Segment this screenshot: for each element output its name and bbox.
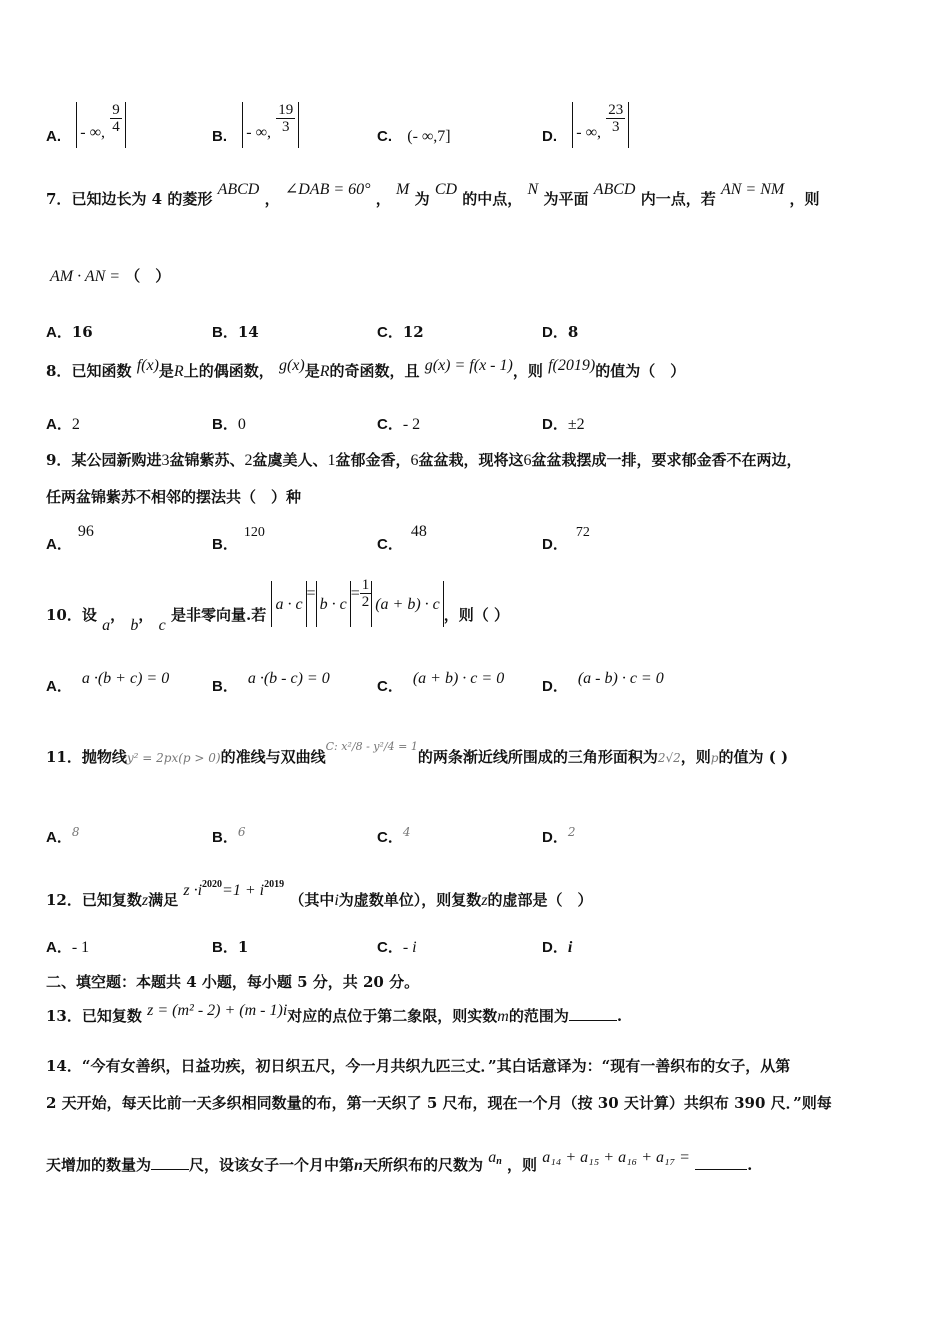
q10-option-b bbox=[212, 667, 330, 695]
question-text: 的两条渐近线所围成的三角形面积为 bbox=[417, 748, 658, 766]
option-label: A． bbox=[46, 416, 72, 433]
option-value: (a + b) · c = 0 bbox=[412, 670, 505, 687]
q6-option-a bbox=[46, 102, 126, 148]
question-text: 是非零向量.若 bbox=[170, 605, 267, 624]
question-text: 已知边长为 4 的菱形 bbox=[71, 190, 213, 208]
question-text: . bbox=[616, 1007, 623, 1025]
q10-option-a bbox=[46, 667, 170, 695]
option-value: 2 bbox=[567, 825, 576, 839]
option-value: 1 bbox=[237, 938, 249, 956]
math-expr: N bbox=[527, 181, 539, 198]
math-expr: R bbox=[319, 363, 330, 380]
question-text: 已知复数 bbox=[81, 1007, 142, 1025]
q10-option-d bbox=[542, 667, 664, 695]
question-number: 9． bbox=[46, 451, 72, 469]
option-value: - 2 bbox=[402, 416, 421, 433]
question-text: “今有女善织，日益功疾，初日织五尺，今一月共织九匹三丈．”其白话意译为：“现有一善织布的女子，从第 bbox=[81, 1057, 791, 1075]
option-label: C． bbox=[377, 829, 403, 846]
subscript: n bbox=[496, 1156, 502, 1167]
q9-option-a bbox=[46, 520, 94, 553]
math-number: 6 bbox=[523, 452, 532, 469]
answer-paren: （ ） bbox=[125, 267, 171, 285]
question-text: 为 bbox=[414, 190, 430, 208]
question-7: 7．已知边长为 4 的菱形 ABCD ， ∠DAB = 60° ， M 为 CD 的中点， N 为平面 ABCD 内一点，若 AN = NM ，则 bbox=[46, 181, 820, 208]
q9-option-b bbox=[212, 520, 265, 553]
math-expr: z = (m² - 2) + (m - 1)i bbox=[147, 1002, 288, 1019]
q7-option-c bbox=[377, 321, 424, 342]
question-text: ，则（ ） bbox=[443, 605, 510, 624]
q11-option-c bbox=[377, 826, 410, 847]
question-text: 为虚数单位），则复数 bbox=[338, 891, 482, 909]
math-expr: a · c bbox=[275, 596, 303, 613]
question-text: 设 bbox=[81, 605, 97, 624]
question-number: 10． bbox=[46, 605, 82, 624]
question-text: 满足 bbox=[148, 891, 179, 909]
question-text: 盆锦紫苏、 bbox=[169, 451, 245, 469]
question-text: 是 bbox=[158, 362, 174, 380]
math-expr: z bbox=[141, 892, 149, 909]
question-text: 的虚部是（ ） bbox=[487, 891, 593, 909]
question-text: 的值为（ ） bbox=[595, 362, 686, 380]
math-number: 6 bbox=[410, 452, 419, 469]
option-label: B． bbox=[212, 416, 238, 433]
question-text: 已知复数 bbox=[81, 891, 142, 909]
option-label: C． bbox=[377, 939, 403, 956]
option-label: D． bbox=[542, 939, 568, 956]
numerator: 9 bbox=[112, 102, 120, 118]
q8-option-a bbox=[46, 413, 80, 434]
question-number: 7． bbox=[46, 190, 72, 208]
question-text: 是 bbox=[304, 362, 320, 380]
math-expr: p bbox=[710, 751, 719, 765]
q11-option-a bbox=[46, 826, 79, 847]
math-expr: R bbox=[173, 363, 184, 380]
exponent: 2020 bbox=[202, 879, 223, 890]
option-value: 12 bbox=[402, 323, 424, 341]
denominator: 3 bbox=[281, 119, 290, 135]
question-7-expr bbox=[50, 265, 170, 286]
math-expr: =1 + i bbox=[222, 882, 265, 899]
question-text: 对应的点位于第二象限，则实数 bbox=[287, 1007, 498, 1025]
q12-option-c bbox=[377, 936, 417, 957]
sequence-term bbox=[488, 1148, 502, 1166]
question-10: 10．设 a， b， c 是非零向量.若 a · c=b · c= $\frac{1}{2}$ (a + b) · c，则（ ） bbox=[46, 577, 510, 634]
math-expr: ∠DAB = 60° bbox=[284, 181, 371, 198]
q8-option-c bbox=[377, 413, 420, 434]
numerator: 19 bbox=[278, 102, 294, 118]
question-text: ，则 bbox=[512, 362, 543, 380]
question-text: 上的偶函数， bbox=[183, 362, 274, 380]
question-14-line2 bbox=[46, 1092, 832, 1113]
denominator: 4 bbox=[112, 119, 120, 135]
question-text: 盆郁金香， bbox=[335, 451, 411, 469]
question-text: 为平面 bbox=[543, 190, 589, 208]
option-label: D． bbox=[542, 678, 568, 695]
option-value: ±2 bbox=[567, 416, 585, 433]
q10-option-c bbox=[377, 667, 505, 695]
question-text: 盆盆栽，现将这 bbox=[418, 451, 524, 469]
question-text: . bbox=[747, 1156, 753, 1174]
abs-value bbox=[371, 581, 444, 627]
q9-option-c bbox=[377, 520, 427, 553]
option-value: (a - b) · c = 0 bbox=[577, 670, 664, 687]
fraction bbox=[110, 102, 122, 135]
question-text: 任两盆锦紫苏不相邻的摆法共（ ）种 bbox=[46, 488, 302, 506]
option-value: (- ∞,7] bbox=[407, 128, 451, 145]
question-text: 已知函数 bbox=[71, 362, 132, 380]
option-value: 14 bbox=[237, 323, 259, 341]
question-text: （其中 bbox=[289, 891, 335, 909]
question-14-line3 bbox=[46, 1149, 753, 1175]
math-expr: (a + b) · c bbox=[375, 596, 440, 613]
q6-option-c bbox=[377, 127, 451, 146]
option-label: D． bbox=[542, 829, 568, 846]
fraction bbox=[606, 102, 625, 135]
equation bbox=[183, 881, 284, 899]
math-number: 1 bbox=[327, 452, 336, 469]
math-expr: m bbox=[497, 1008, 509, 1025]
fraction bbox=[276, 102, 295, 135]
option-label: C． bbox=[377, 324, 403, 341]
q12-option-a bbox=[46, 936, 89, 957]
option-value: a ·(b - c) = 0 bbox=[247, 670, 330, 687]
question-text: 内一点，若 bbox=[640, 190, 716, 208]
math-expr: a bbox=[102, 616, 111, 634]
q12-option-b bbox=[212, 936, 248, 957]
math-expr: C: x²/8 - y²/4 = 1 bbox=[325, 740, 418, 753]
q7-option-d bbox=[542, 321, 578, 342]
option-label: C． bbox=[377, 416, 403, 433]
question-9-line2 bbox=[46, 486, 301, 507]
question-text: 盆虞美人、 bbox=[252, 451, 328, 469]
option-label: C． bbox=[377, 536, 403, 553]
numerator: 1 bbox=[361, 577, 370, 593]
option-value: 16 bbox=[71, 323, 93, 341]
math-expr: M bbox=[396, 181, 410, 198]
q6-option-d bbox=[542, 102, 629, 148]
interval-bracket bbox=[572, 102, 629, 148]
q9-option-d bbox=[542, 520, 590, 553]
question-11 bbox=[46, 740, 789, 767]
option-value: 120 bbox=[243, 525, 265, 540]
option-value: 72 bbox=[575, 525, 590, 540]
q6-option-b bbox=[212, 102, 299, 148]
option-label: D． bbox=[542, 416, 568, 433]
math-expr: n bbox=[354, 1157, 363, 1174]
question-text: ，则 bbox=[789, 190, 820, 208]
question-text: 天所织布的尺数为 bbox=[362, 1156, 483, 1174]
math-expr: z ·i bbox=[183, 882, 203, 899]
fraction bbox=[360, 577, 372, 610]
option-label: C. bbox=[377, 128, 392, 145]
question-text: 2 天开始，每天比前一天多织相同数量的布，第一天织了 5 尺布，现在一个月（按 30 天计算）共织布 390 尺．”则每 bbox=[46, 1094, 832, 1112]
math-expr: AM · AN = bbox=[50, 268, 121, 285]
question-text: 抛物线 bbox=[81, 748, 127, 766]
math-expr: f(2019) bbox=[548, 357, 596, 374]
answer-blank[interactable] bbox=[569, 1006, 617, 1021]
math-expr: i bbox=[334, 892, 339, 909]
question-12 bbox=[46, 879, 593, 910]
exponent: 2019 bbox=[264, 879, 285, 890]
math-expr: CD bbox=[434, 181, 458, 198]
option-value: - i bbox=[402, 939, 417, 956]
math-expr: c bbox=[158, 616, 166, 634]
option-label: B． bbox=[212, 678, 238, 695]
abs-value bbox=[271, 581, 306, 627]
q7-option-b bbox=[212, 321, 259, 342]
option-label: A． bbox=[46, 536, 72, 553]
option-value: a ·(b + c) = 0 bbox=[81, 670, 170, 687]
question-14-line1 bbox=[46, 1055, 790, 1076]
option-value: 2 bbox=[71, 416, 80, 433]
q7-option-a bbox=[46, 321, 93, 342]
question-number: 11． bbox=[46, 748, 82, 766]
question-text: 某公园新购进 bbox=[71, 451, 162, 469]
question-text: 的值为 ( ) bbox=[718, 748, 789, 766]
section-heading: 二、填空题：本题共 4 小题，每小题 5 分，共 20 分。 bbox=[46, 973, 420, 991]
option-value: 96 bbox=[77, 523, 94, 540]
interval-bracket bbox=[76, 102, 125, 148]
interval-prefix: - ∞, bbox=[246, 123, 271, 141]
option-value: 6 bbox=[237, 825, 246, 839]
math-expr: b bbox=[130, 616, 139, 634]
question-text: 盆盆栽摆成一排，要求郁金香不在两边， bbox=[531, 451, 802, 469]
option-value: 0 bbox=[237, 416, 246, 433]
question-text: 天增加的数量为 bbox=[46, 1156, 152, 1174]
question-text: 的范围为 bbox=[508, 1007, 569, 1025]
math-expr: 2√2 bbox=[657, 751, 681, 765]
question-text: ，则 bbox=[506, 1156, 537, 1174]
option-label: B． bbox=[212, 536, 238, 553]
option-label: A. bbox=[46, 128, 61, 145]
option-label: A． bbox=[46, 829, 72, 846]
option-label: B． bbox=[212, 324, 238, 341]
math-expr: y² = 2px(p > 0) bbox=[126, 751, 221, 765]
math-expr: z bbox=[481, 892, 488, 909]
question-number: 12． bbox=[46, 891, 82, 909]
question-text: 的奇函数，且 bbox=[329, 362, 420, 380]
option-value: i bbox=[567, 939, 573, 956]
math-expr: g(x) bbox=[278, 357, 305, 374]
math-expr: ABCD bbox=[593, 181, 636, 198]
question-text: 的中点， bbox=[462, 190, 523, 208]
option-value: 8 bbox=[567, 323, 579, 341]
option-value: 48 bbox=[410, 523, 427, 540]
math-expr: g(x) = f(x - 1) bbox=[424, 357, 513, 374]
question-8 bbox=[46, 357, 686, 381]
denominator: 2 bbox=[361, 594, 370, 610]
math-expr: b · c bbox=[319, 596, 347, 613]
q8-option-d bbox=[542, 413, 585, 434]
math-number: 2 bbox=[244, 452, 253, 469]
abs-value bbox=[316, 581, 351, 627]
question-number: 13． bbox=[46, 1007, 82, 1025]
question-text: 的准线与双曲线 bbox=[220, 748, 326, 766]
q11-option-d bbox=[542, 826, 575, 847]
option-value: - 1 bbox=[71, 939, 90, 956]
question-number: 14． bbox=[46, 1057, 82, 1075]
math-expr: f(x) bbox=[136, 357, 159, 374]
math-expr: ABCD bbox=[217, 181, 260, 198]
option-label: D． bbox=[542, 324, 568, 341]
option-label: B． bbox=[212, 939, 238, 956]
option-value: 4 bbox=[402, 825, 411, 839]
q12-option-d bbox=[542, 936, 572, 957]
question-9-line1 bbox=[46, 449, 802, 470]
interval-prefix: - ∞, bbox=[576, 123, 601, 141]
option-label: B. bbox=[212, 128, 227, 145]
option-label: A． bbox=[46, 324, 72, 341]
interval-prefix: - ∞, bbox=[80, 123, 105, 141]
q11-option-b bbox=[212, 826, 245, 847]
option-label: C． bbox=[377, 678, 403, 695]
math-expr: a bbox=[488, 1149, 497, 1166]
question-number: 8． bbox=[46, 362, 72, 380]
option-label: D． bbox=[542, 536, 568, 553]
q8-option-b bbox=[212, 413, 246, 434]
question-13 bbox=[46, 1002, 623, 1026]
option-label: D. bbox=[542, 128, 557, 145]
numerator: 23 bbox=[608, 102, 624, 118]
question-text: 尺，设该女子一个月中第 bbox=[189, 1156, 355, 1174]
option-label: A． bbox=[46, 939, 72, 956]
option-label: B． bbox=[212, 829, 238, 846]
option-value: 8 bbox=[71, 825, 80, 839]
interval-bracket bbox=[242, 102, 299, 148]
answer-blank[interactable] bbox=[151, 1155, 189, 1170]
math-number: 3 bbox=[161, 452, 170, 469]
math-expr: AN = NM bbox=[720, 181, 785, 198]
option-label: A． bbox=[46, 678, 72, 695]
question-text: ，则 bbox=[680, 748, 711, 766]
math-expr: a₁₄ + a₁₅ + a₁₆ + a₁₇ = bbox=[542, 1149, 690, 1166]
denominator: 3 bbox=[611, 119, 620, 135]
answer-blank[interactable] bbox=[695, 1155, 747, 1170]
